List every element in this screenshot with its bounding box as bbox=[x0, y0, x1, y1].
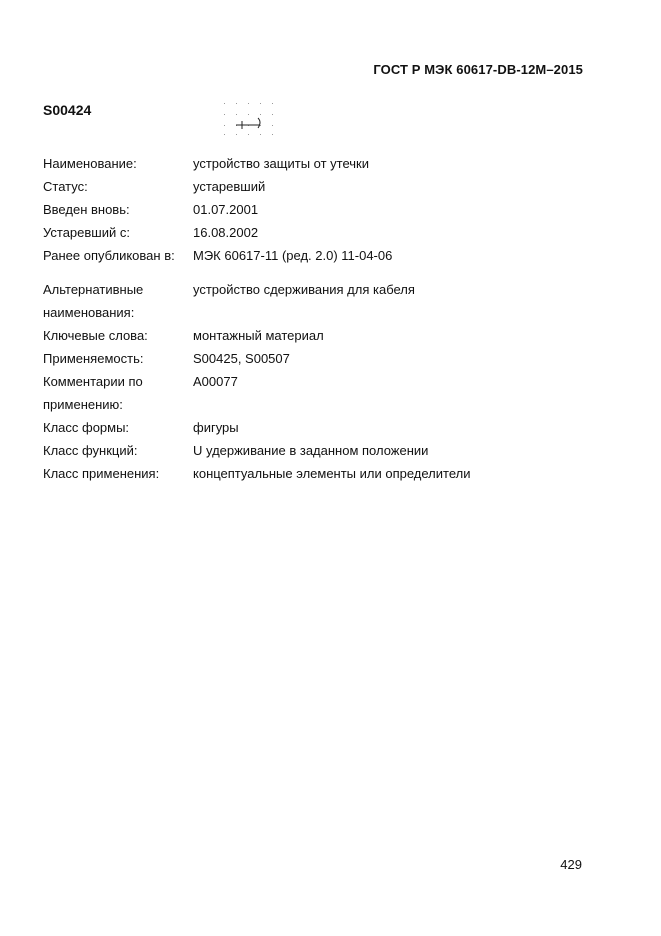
row-value: 16.08.2002 bbox=[193, 225, 259, 240]
row-value: устройство защиты от утечки bbox=[193, 156, 369, 171]
row-alternative-names bbox=[43, 278, 603, 301]
row-label: Класс применения: bbox=[43, 466, 160, 481]
cable-restraint-symbol-icon bbox=[222, 100, 278, 136]
document-header: ГОСТ Р МЭК 60617-DB-12M–2015 bbox=[373, 62, 583, 77]
row-label: Альтернативные bbox=[43, 282, 144, 297]
row-label: Класс функций: bbox=[43, 443, 138, 458]
row-application-comments-cont bbox=[43, 393, 603, 416]
row-label: Ранее опубликован в: bbox=[43, 248, 175, 263]
row-value: U удерживание в заданном положении bbox=[193, 443, 429, 458]
row-value: устройство сдерживания для кабеля bbox=[193, 282, 415, 297]
symbol-code: S00424 bbox=[43, 102, 92, 118]
row-name bbox=[43, 152, 603, 175]
row-function-class bbox=[43, 439, 603, 462]
row-alternative-names-cont bbox=[43, 301, 603, 324]
row-applicability bbox=[43, 347, 603, 370]
row-label: Применяемость: bbox=[43, 351, 144, 366]
page-number: 429 bbox=[560, 857, 582, 872]
row-shape-class bbox=[43, 416, 603, 439]
row-value: устаревший bbox=[193, 179, 266, 194]
row-introduced bbox=[43, 198, 603, 221]
row-label: Наименование: bbox=[43, 156, 137, 171]
row-label: наименования: bbox=[43, 305, 135, 320]
row-value: монтажный материал bbox=[193, 328, 324, 343]
row-label: Ключевые слова: bbox=[43, 328, 148, 343]
row-obsolete-since bbox=[43, 221, 603, 244]
row-label: Класс формы: bbox=[43, 420, 130, 435]
row-value: концептуальные элементы или определители bbox=[193, 466, 471, 481]
attribute-table bbox=[43, 152, 603, 485]
row-label: Введен вновь: bbox=[43, 202, 130, 217]
row-value: МЭК 60617-11 (ред. 2.0) 11-04-06 bbox=[193, 248, 393, 263]
row-value: A00077 bbox=[193, 374, 238, 389]
row-application-class bbox=[43, 462, 603, 485]
row-value: фигуры bbox=[193, 420, 239, 435]
row-label: применению: bbox=[43, 397, 123, 412]
row-label: Комментарии по bbox=[43, 374, 143, 389]
row-application-comments bbox=[43, 370, 603, 393]
row-value bbox=[193, 301, 603, 324]
row-status bbox=[43, 175, 603, 198]
row-value bbox=[193, 393, 603, 416]
row-keywords bbox=[43, 324, 603, 347]
row-value: S00425, S00507 bbox=[193, 351, 290, 366]
row-label: Статус: bbox=[43, 179, 88, 194]
row-previously-published bbox=[43, 244, 603, 267]
row-label: Устаревший с: bbox=[43, 225, 130, 240]
row-value: 01.07.2001 bbox=[193, 202, 259, 217]
